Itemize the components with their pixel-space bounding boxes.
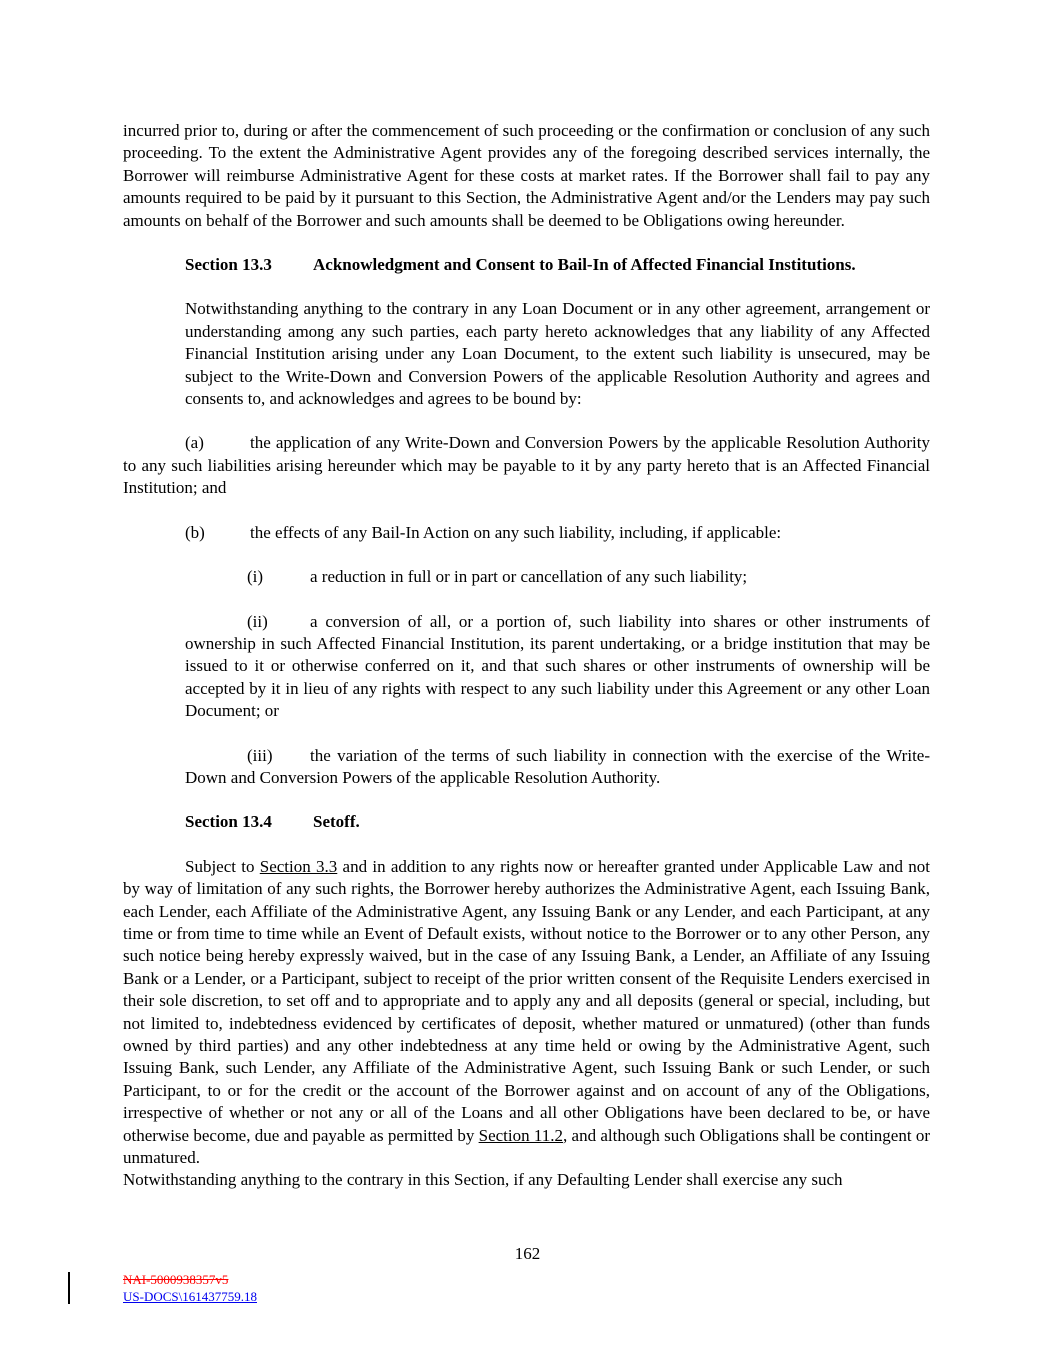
- list-item-i-label: (i): [247, 567, 264, 587]
- section-13-4-number: Section 13.4: [185, 812, 272, 832]
- section-13-4-heading: [185, 811, 930, 833]
- setoff-text-segment: , and although such Obligations shall be contingent or unmatured.: [123, 1125, 930, 1168]
- list-item-b-label: (b): [185, 522, 205, 542]
- section-13-3-title: Acknowledgment and Consent to Bail-In of Affected Financial Institutions.: [313, 255, 856, 275]
- bail-in-intro-paragraph: Notwithstanding anything to the contrary in any Loan Document or in any other agreement, arrangement or understanding among any such parties, each party hereto acknowledges that any liability of any Affected Financial Institution arising under any Loan Document, to the extent such liability is unsecured, may be subject to the Write-Down and Conversion Powers of the applicable Resolution Authority and agrees and consents to, and acknowledges and agrees to be bound by:: [185, 299, 930, 409]
- list-item-iii: [185, 745, 930, 790]
- setoff-continuation-line: Notwithstanding anything to the contrary in this Section, if any Defaulting Lender shall exercise any such: [123, 1170, 843, 1190]
- change-bar: [68, 1272, 70, 1304]
- section-13-3-number: Section 13.3: [185, 255, 272, 275]
- list-item-ii-label: (ii): [247, 611, 268, 631]
- page-number: 162: [514, 1244, 541, 1263]
- setoff-text-segment: Subject to: [185, 856, 260, 876]
- setoff-text-segment: and in addition to any rights now or hereafter granted under Applicable Law and not by way of limitation of any such rights, the Borrower hereby authorizes the Administrative Agent, each Issuing Bank, each Lender, each Affiliate of the Administrative Agent, any Issuing Bank or any Lender, and each Participant, at any time or from time to time while an Event of Default exists, without notice to the Borrower or to any other Person, any such notice being hereby expressly waived, but in the case of any Issuing Bank, a Lender, an Affiliate of any Issuing Bank or a Lender, or a Participant, subject to receipt of the prior written consent of the Requisite Lenders exercised in their sole discretion, to set off and to appropriate and to apply any and all deposits (general or special, including, but not limited to, indebtedness evidenced by certificates of deposit, whether matured or unmatured) (other than funds owned by third parties) and any other indebtedness at any time held or owing by the Administrative Agent, such Issuing Bank, such Lender, any Affiliate of the Administrative Agent, such Issuing Bank or such Lender, or such Participant, to or for the credit or the account of the Borrower against and on account of any of the Obligations, irrespective of whether or not any or all of the Loans and all other Obligations have been declared to be, or have otherwise become, due and payable as permitted by: [123, 856, 930, 1145]
- page-content: [123, 120, 930, 1214]
- list-item-ii: [185, 611, 930, 723]
- list-item-iii-text: the variation of the terms of such liability in connection with the exercise of the Write-Down and Conversion Powers of the applicable Resolution Authority.: [185, 745, 930, 787]
- setoff-paragraph: [123, 856, 930, 1170]
- list-item-a-text: the application of any Write-Down and Conversion Powers by the applicable Resolution Authority to any such liabilities arising hereunder which may be payable to it by any party hereto that is an Affected Financial Institution; and: [123, 433, 930, 498]
- section-13-4-title: Setoff.: [313, 812, 360, 832]
- list-item-ii-text: a conversion of all, or a portion of, such liability into shares or other instruments of ownership in such Affected Financial Institution, its parent undertaking, or a bridge institution that may be issued to it or otherwise conferred on it, and that such shares or other instruments of ownership will be accepted by it in lieu of any rights with respect to any such liability under this Agreement or any other Loan Document; or: [185, 611, 930, 721]
- doc-id-nai: NAI-5000938357v5: [123, 1272, 229, 1287]
- list-item-a: [123, 432, 930, 499]
- list-item-iii-label: (iii): [247, 745, 273, 765]
- doc-id-usdocs: US-DOCS\161437759.18: [123, 1289, 257, 1304]
- list-item-i-text: a reduction in full or in part or cancellation of any such liability;: [310, 567, 748, 587]
- section-11-2-reference: Section 11.2: [478, 1125, 563, 1145]
- section-3-3-reference: Section 3.3: [259, 856, 338, 876]
- list-item-a-label: (a): [185, 433, 204, 453]
- section-13-3-heading: [185, 254, 930, 276]
- list-item-b-text: the effects of any Bail-In Action on any such liability, including, if applicable:: [250, 522, 782, 542]
- list-item-b: [123, 522, 930, 544]
- list-item-i: [185, 566, 930, 588]
- paragraph-continuation: incurred prior to, during or after the commencement of such proceeding or the confirmation or conclusion of any such proceeding. To the extent the Administrative Agent provides any of the foregoing described services internally, the Borrower will reimburse Administrative Agent for these costs at market rates. If the Borrower shall fail to pay any amounts required to be paid by it pursuant to this Section, the Administrative Agent and/or the Lenders may pay such amounts on behalf of the Borrower and such amounts shall be deemed to be Obligations owing hereunder.: [123, 121, 930, 230]
